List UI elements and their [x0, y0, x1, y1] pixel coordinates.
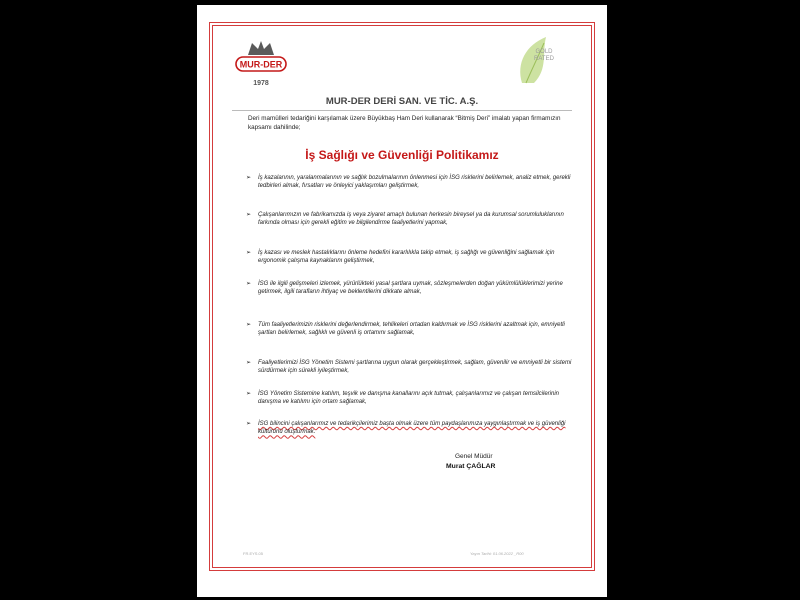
policy-item: [246, 390, 576, 407]
intro-text: Deri mamülleri tedariğini karşılamak üzere Büyükbaş Ham Deri kullanarak “Bitmiş Deri” imalatı yapan firmamızın kapsamı dahilinde;: [248, 115, 561, 131]
policy-item-text: İSG ile ilgili gelişmeleri izlemek, yürürlükteki yasal şartlara uymak, sözleşmelerden doğan yükümlülüklerimizi yerine getirmek, ilgili tarafların ihtiyaç ve beklentilerini dikkate almak,: [258, 281, 563, 296]
logo-text: MUR-DER: [239, 59, 283, 70]
policy-title: İş Sağlığı ve Güvenliği Politikamız: [305, 148, 499, 162]
gold-text: GOLD: [535, 49, 553, 55]
gold-rated-logo: [512, 33, 562, 91]
divider: [232, 110, 572, 111]
arrow-icon: ➢: [246, 250, 252, 256]
policy-item: [246, 249, 576, 266]
arrow-icon: ➢: [246, 175, 252, 181]
policy-item-text: İSG bilincini çalışanlarımız ve tedarikçilerimiz başta olmak üzere tüm paydaşlarımıza yaygınlaştırmak ve iş güvenliği kültürünü oluşturmak.: [258, 421, 566, 436]
policy-item: [246, 321, 576, 338]
policy-item-text: İş kazalarının, yaralanmalarının ve sağlık bozulmalarının önlenmesi için İSG risklerini belirlemek, analiz etmek, gerekli tedbirleri almak, fırsatları ve önleyici yaklaşımları geliştirmek,: [258, 175, 571, 190]
footer-doc-code: FR.EYS.05: [243, 551, 264, 556]
arrow-icon: ➢: [246, 322, 252, 328]
logo-year: 1978: [253, 80, 269, 87]
signature-name: Murat ÇAĞLAR: [446, 463, 496, 470]
rated-text: RATED: [534, 56, 554, 62]
arrow-icon: ➢: [246, 421, 252, 427]
policy-item-text: Çalışanlarımızın ve fabrikamızda iş veya ziyaret amaçlı bulunan herkesin bireysel ya da kurumsal sorumluluklarının farkında olması için gerekli eğitim ve bilgilendirme faaliyetlerini yapmak,: [258, 212, 564, 227]
footer-publish-date: Yayın Tarihi: 01.06.2022 _R00: [470, 551, 524, 556]
policy-item-text: İSG Yönetim Sistemine katılım, teşvik ve danışma kanallarını açık tutmak, çalışanlarımız ve çalışan temsilcilerinin danışma ve katılımı için ortam sağlamak,: [258, 391, 560, 406]
policy-item-text: İş kazası ve meslek hastalıklarını önleme hedefini kararlılıkla takip etmek, iş sağlığı ve güvenliğini sağlamak için ergonomik çalışma kaynaklarını geliştirmek,: [258, 250, 555, 265]
signature-role: Genel Müdür: [455, 453, 493, 460]
company-name: MUR-DER DERİ SAN. VE TİC. A.Ş.: [325, 96, 479, 107]
arrow-icon: ➢: [246, 212, 252, 218]
policy-item: [246, 174, 576, 191]
arrow-icon: ➢: [246, 281, 252, 287]
policy-item: [246, 359, 576, 376]
policy-item-text: Faaliyetlerimizi İSG Yönetim Sistemi şartlarına uygun olarak gerçekleştirmek, sağlam, güvenilir ve emniyetli bir sistemi sürdürmek için sürekli iyileştirmek,: [258, 360, 572, 375]
arrow-icon: ➢: [246, 360, 252, 366]
policy-item: [246, 211, 576, 228]
arrow-icon: ➢: [246, 391, 252, 397]
policy-item-text: Tüm faaliyetlerimizin risklerini değerlendirmek, tehlikeleri ortadan kaldırmak ve İSG risklerini azaltmak için, emniyetli şartları belirlemek, sağlıklı ve güvenli iş ortamını sağlamak,: [258, 322, 565, 337]
policy-item: [246, 420, 576, 437]
policy-item: [246, 280, 576, 297]
